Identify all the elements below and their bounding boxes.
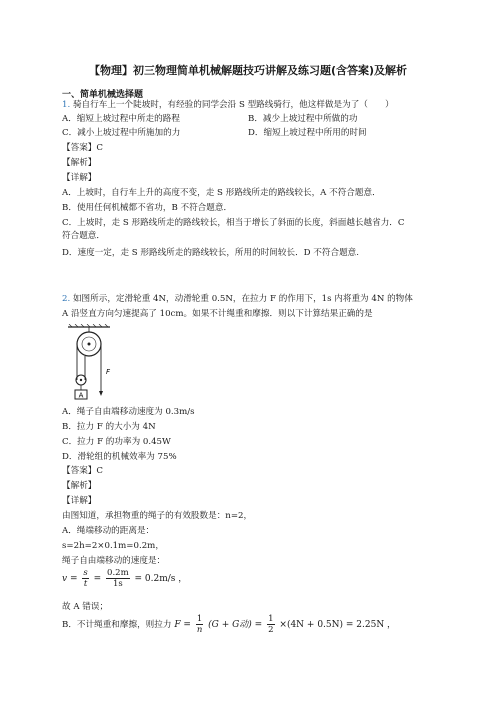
q1-number: 1. — [62, 100, 71, 110]
fraction-numerator: s — [83, 568, 88, 578]
pulley-diagram — [66, 324, 126, 404]
section-heading: 一、简单机械选择题 — [62, 90, 144, 100]
q1-detail-label: 【详解】 — [62, 173, 97, 183]
fraction-denominator: 1s — [112, 579, 123, 589]
q1-analysis-label: 【解析】 — [62, 158, 97, 168]
block-label: A — [78, 391, 84, 400]
formula-force-lhs: F = — [174, 620, 191, 630]
q1-explain-c-cont: 符合题意． — [62, 231, 105, 241]
formula-velocity — [62, 568, 187, 589]
q2-solution-line1: 由图知道，承担物重的绳子的有效股数是：n=2， — [62, 511, 253, 521]
q1-option-c: C．减小上坡过程中所施加的力 — [62, 128, 181, 138]
formula-force-middle: (G + G动) = — [208, 620, 263, 630]
fraction-one-over-n — [196, 614, 203, 635]
page-title: 【物理】初三物理简单机械解题技巧讲解及练习题(含答案)及解析 — [88, 64, 408, 77]
q1-stem-text: 骑自行车上一个陡坡时，有经验的同学会沿 S 型路线骑行，他这样做是为了（ ） — [72, 100, 394, 110]
q1-explain-c: C．上坡时，走 S 形路线所走的路线较长，相当于增长了斜面的长度，斜面越长越省力．C — [62, 218, 405, 228]
q2-solution-line2: A．绳端移动的距离是： — [62, 526, 155, 536]
fraction-numerator: 0.2m — [107, 568, 129, 578]
formula-velocity-equals: = — [93, 574, 102, 584]
q2-stem-text: 如图所示，定滑轮重 4N，动滑轮重 0.5N，在拉力 F 的作用下，1s 内将重为 4N 的物体 — [72, 294, 413, 304]
q2-option-a: A．绳子自由端移动速度为 0.3m/s — [62, 407, 195, 417]
formula-force-label: B．不计绳重和摩擦，则拉力 — [62, 620, 172, 630]
fraction-denominator: n — [196, 625, 203, 635]
force-label: F — [106, 368, 111, 376]
formula-force — [62, 614, 396, 635]
formula-force-result: ×(4N + 0.5N) = 2.25N ， — [279, 620, 397, 630]
fraction-denominator: 2 — [268, 625, 274, 635]
formula-velocity-lhs: v = — [62, 574, 78, 584]
fraction-one-half — [267, 614, 274, 635]
q1-stem — [62, 100, 394, 111]
q2-analysis-label: 【解析】 — [62, 481, 97, 491]
q2-detail-label: 【详解】 — [62, 496, 97, 506]
fraction-numerator: 1 — [268, 614, 274, 624]
q2-option-b: B．拉力 F 的大小为 4N — [62, 422, 156, 432]
q2-stem-line2: A 沿竖直方向匀速提高了 10cm。如果不计绳重和摩擦．则以下计算结果正确的是 — [62, 309, 373, 319]
q1-explain-d: D．速度一定，走 S 形路线所走的路线较长，所用的时间较长．D 不符合题意. — [62, 248, 360, 258]
fraction-distance-over-time — [106, 568, 130, 589]
q1-answer: 【答案】C — [62, 143, 103, 153]
q2-number: 2. — [62, 294, 71, 304]
q1-option-a: A．缩短上坡过程中所走的路程 — [62, 114, 180, 124]
fraction-numerator: 1 — [196, 614, 203, 624]
fraction-denominator: t — [83, 579, 88, 589]
q2-answer: 【答案】C — [62, 466, 103, 476]
q2-stem-line1 — [62, 294, 413, 305]
q2-solution-line4: 绳子自由端移动的速度是： — [62, 556, 166, 566]
q1-explain-a: A．上坡时，自行车上升的高度不变，走 S 形路线所走的路线较长，A 不符合题意． — [62, 188, 381, 198]
q1-explain-b: B．使用任何机械都不省功，B 不符合题意． — [62, 203, 233, 213]
q1-option-d: D．缩短上坡过程中所用的时间 — [248, 128, 367, 138]
q1-option-b: B．减少上坡过程中所做的功 — [248, 114, 358, 124]
q2-option-c: C．拉力 F 的功率为 0.45W — [62, 437, 171, 447]
q2-option-d: D．滑轮组的机械效率为 75% — [62, 452, 177, 462]
force-arrow — [99, 391, 103, 396]
q2-solution-line5: 故 A 错误； — [62, 602, 109, 612]
formula-velocity-result: = 0.2m/s ， — [134, 574, 188, 584]
q2-solution-line3: s=2h=2×0.1m=0.2m， — [62, 541, 164, 551]
fraction-s-over-t — [82, 568, 88, 589]
